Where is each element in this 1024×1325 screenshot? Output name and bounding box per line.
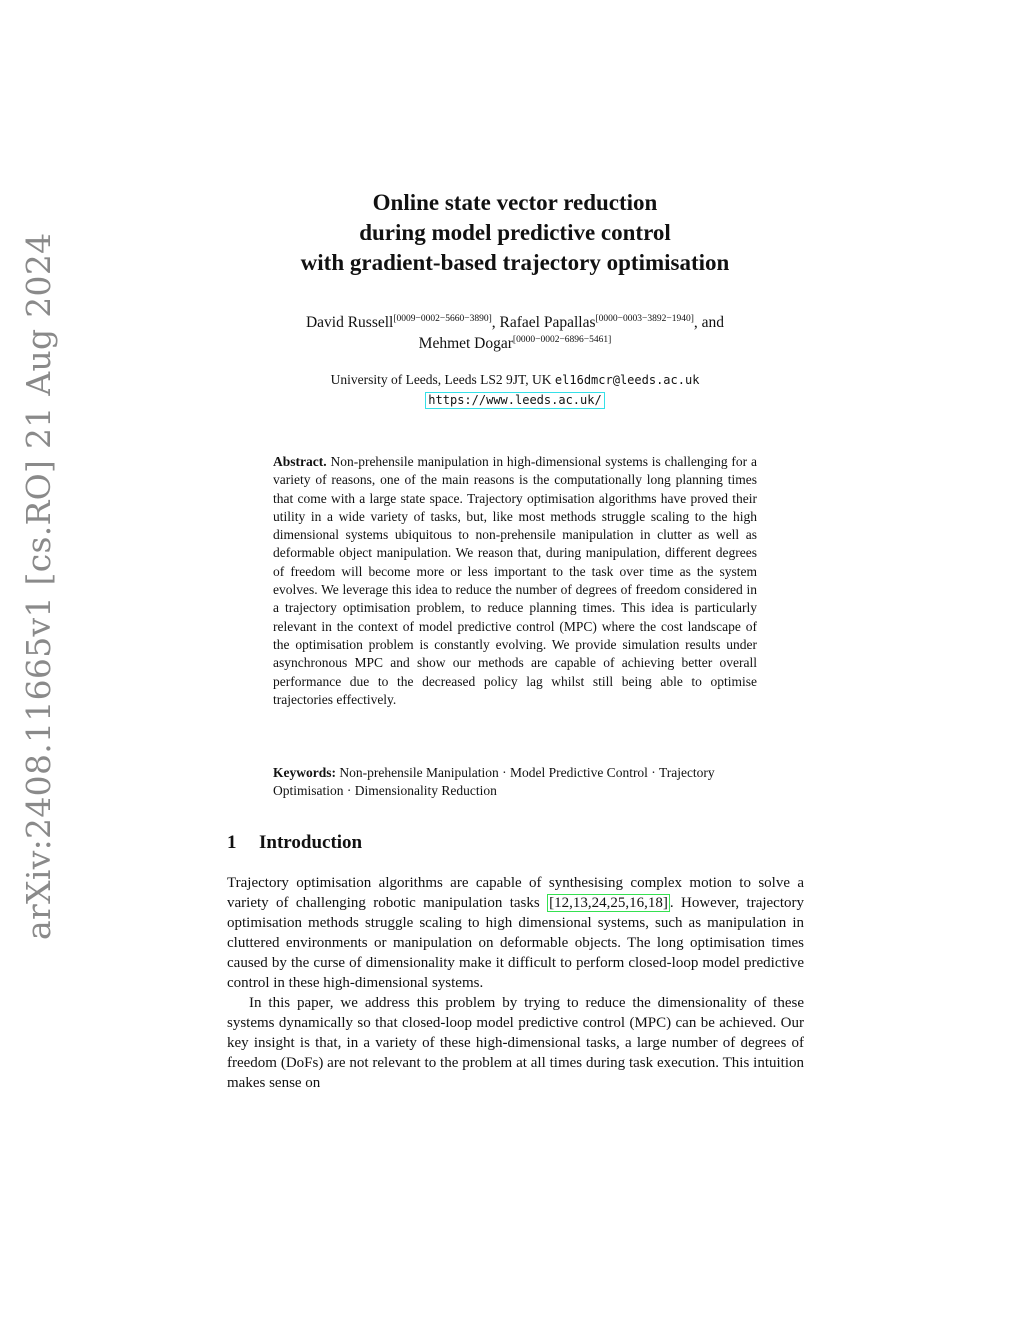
orcid-id: [0009−0002−5660−3890]	[393, 314, 492, 324]
orcid-id: [0000−0002−6896−5461]	[512, 335, 612, 345]
orcid-id: [0000−0003−3892−1940]	[595, 314, 694, 324]
paper-title	[230, 188, 800, 278]
institution-url-link[interactable]: https://www.leeds.ac.uk/	[425, 392, 604, 409]
citation-link[interactable]: [12,13,24,25,16,18]	[549, 895, 668, 911]
keywords	[273, 764, 757, 801]
title-line: with gradient-based trajectory optimisation	[300, 250, 730, 275]
paragraph: In this paper, we address this problem by trying to reduce the dimensionality of these systems dynamically so that closed-loop model predictive control (MPC) can be achieved. Our key insight is that, in a variety of these high-dimensional tasks, a large number of degrees of freedom (DoFs) are not relevant to the problem at all times during task execution. This intuition makes sense on	[227, 995, 804, 1091]
title-line: Online state vector reduction	[372, 190, 658, 215]
author-name: Mehmet Dogar	[418, 335, 513, 352]
author-list	[226, 312, 804, 354]
affiliation	[226, 370, 804, 409]
introduction-body	[227, 873, 804, 1093]
author-name: David Russell	[305, 314, 394, 331]
paragraph-text: Trajectory optimisation algorithms are capable of synthesising complex motion to solve a variety of challenging robotic manipulation tasks	[227, 875, 804, 911]
section-title: Introduction	[259, 832, 363, 853]
abstract	[273, 453, 757, 709]
section-number: 1	[227, 832, 237, 853]
keywords-text: Non-prehensile Manipulation · Model Predictive Control · Trajectory Optimisation · Dimensionality Reduction	[273, 765, 715, 799]
author-separator: , and	[693, 314, 725, 331]
arxiv-side-stamp: arXiv:2408.11665v1 [cs.RO] 21 Aug 2024	[19, 232, 58, 940]
keywords-label: Keywords:	[273, 765, 336, 780]
title-line: during model predictive control	[359, 220, 671, 245]
section-heading	[227, 831, 362, 855]
author-name: Rafael Papallas	[499, 314, 596, 331]
paragraph-text: . However, trajectory optimisation methods struggle scaling to high dimensional systems, such as manipulation in cluttered environments or manipulation on deformable objects. The long optimisation times caused by the curse of dimensionality make it difficult to perform closed-loop model predictive control in these high-dimensional systems.	[227, 895, 805, 991]
paragraph	[227, 873, 804, 993]
author-separator: ,	[491, 314, 500, 331]
author-email[interactable]: el16dmcr@leeds.ac.uk	[554, 373, 700, 387]
abstract-text: Non-prehensile manipulation in high-dimensional systems is challenging for a variety of reasons, one of the main reasons is the computationally long planning times that come with a large state space. Trajectory optimisation algorithms have proved their utility in a wide variety of tasks, but, like most methods struggle scaling to the high dimensional systems ubiquitous to non-prehensile manipulation in clutter as well as deformable object manipulation. We reason that, during manipulation, different degrees of freedom will become more or less important to the task over time as the system evolves. We leverage this idea to reduce the number of degrees of freedom considered in a trajectory optimisation problem, to reduce planning times. This idea is particularly relevant in the context of model predictive control (MPC) where the cost landscape of the optimisation problem is constantly evolving. We provide simulation results under asynchronous MPC and show our methods are capable of achieving better overall performance due to the decreased policy lag whilst still being able to optimise trajectories effectively.	[273, 454, 757, 707]
abstract-label: Abstract.	[273, 454, 327, 469]
affiliation-text: University of Leeds, Leeds LS2 9JT, UK	[330, 372, 552, 387]
